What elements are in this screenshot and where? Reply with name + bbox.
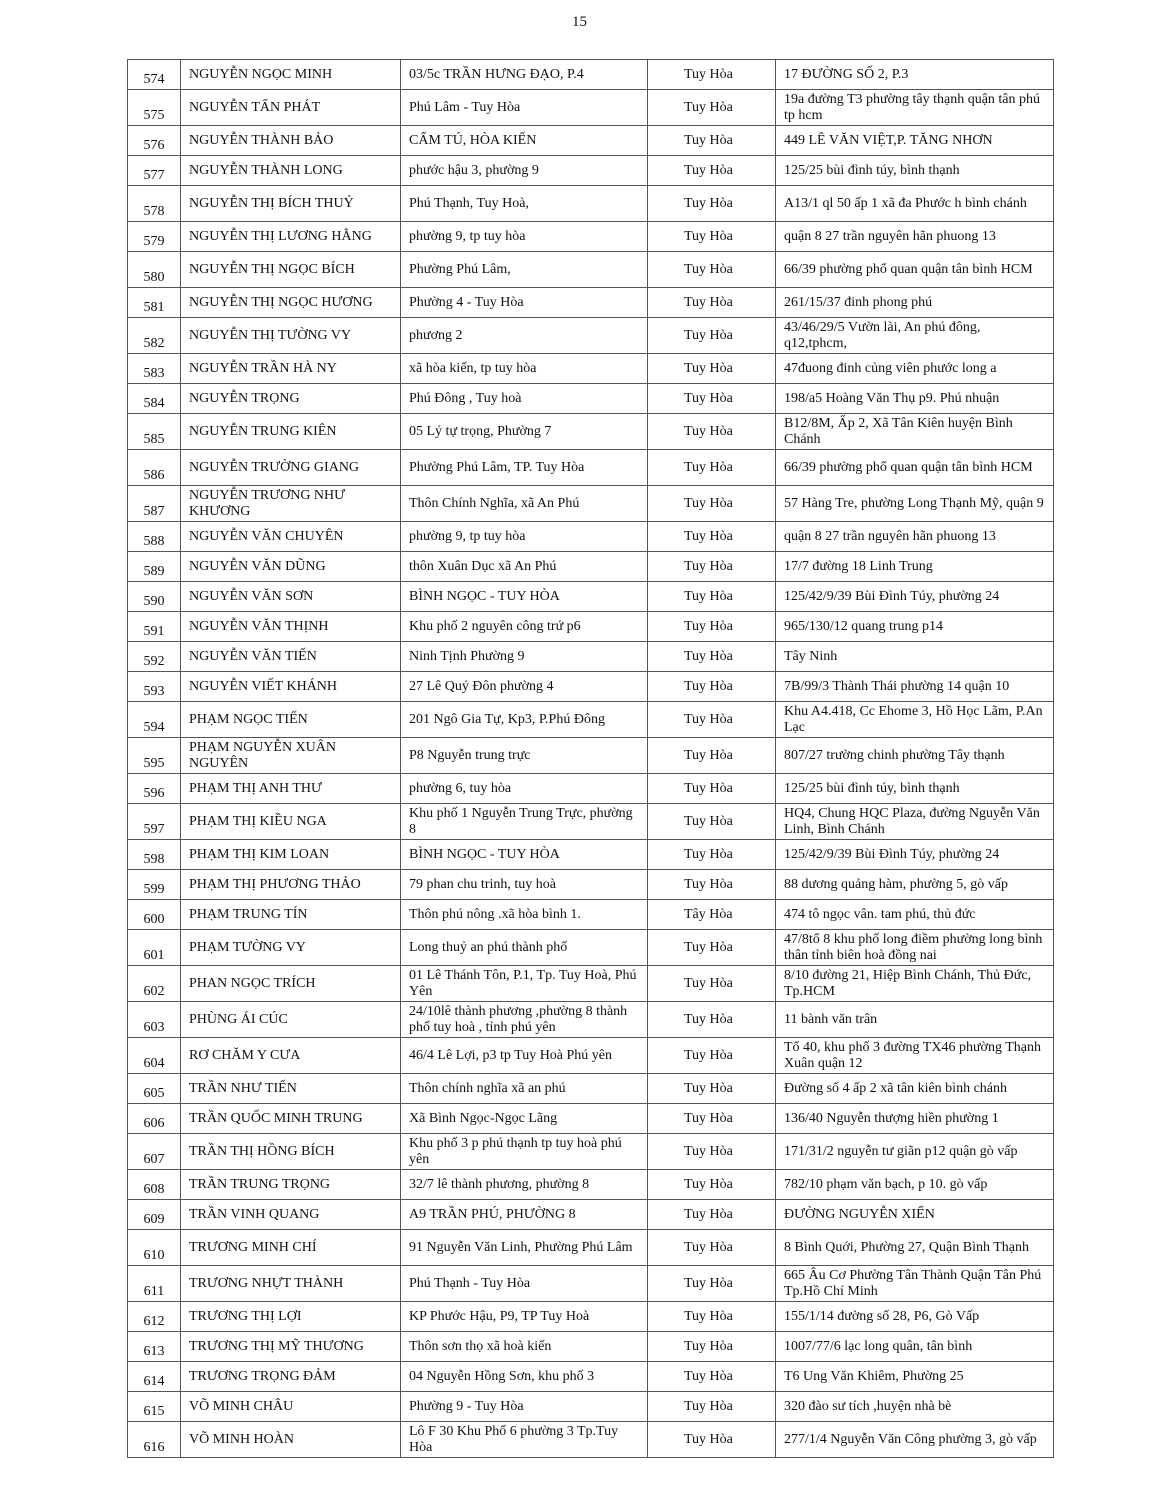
home-address-cell: 32/7 lê thành phương, phường 8 [401,1170,648,1200]
home-address-cell: Thôn sơn thọ xã hoà kiến [401,1332,648,1362]
table-row [128,582,1054,612]
current-address-cell: 474 tô ngọc vân. tam phú, thủ đức [776,900,1054,930]
home-address-cell: Phú Thạnh - Tuy Hòa [401,1266,648,1302]
table-row [128,642,1054,672]
city-cell: Tuy Hòa [648,288,776,318]
home-address-cell: Khu phố 1 Nguyễn Trung Trực, phường 8 [401,804,648,840]
row-number-cell: 601 [128,930,181,966]
home-address-cell: Phú Đông , Tuy hoà [401,384,648,414]
home-address-cell: KP Phước Hậu, P9, TP Tuy Hoà [401,1302,648,1332]
current-address-cell: 66/39 phường phổ quan quận tân bình HCM [776,252,1054,288]
table-row [128,672,1054,702]
current-address-cell: T6 Ung Văn Khiêm, Phường 25 [776,1362,1054,1392]
table-row [128,1134,1054,1170]
full-name-cell: PHAN NGỌC TRÍCH [181,966,401,1002]
current-address-cell: 47/8tổ 8 khu phố long điềm phường long bình thân tỉnh biên hoà đồng nai [776,930,1054,966]
table-row [128,90,1054,126]
full-name-cell: NGUYỄN VĂN THỊNH [181,612,401,642]
full-name-cell: NGUYỄN VIẾT KHÁNH [181,672,401,702]
table-row [128,1392,1054,1422]
home-address-cell: phường 9, tp tuy hòa [401,522,648,552]
home-address-cell: Ninh Tịnh Phường 9 [401,642,648,672]
table-row [128,1332,1054,1362]
current-address-cell: 449 LÊ VĂN VIỆT,P. TĂNG NHƠN [776,126,1054,156]
table-row [128,552,1054,582]
row-number-cell: 582 [128,318,181,354]
home-address-cell: BÌNH NGỌC - TUY HÒA [401,840,648,870]
row-number-cell: 593 [128,672,181,702]
current-address-cell: Tây Ninh [776,642,1054,672]
city-cell: Tuy Hòa [648,966,776,1002]
current-address-cell: 43/46/29/5 Vườn lài, An phú đông, q12,tphcm, [776,318,1054,354]
current-address-cell: 261/15/37 đinh phong phú [776,288,1054,318]
row-number-cell: 612 [128,1302,181,1332]
home-address-cell: Thôn Chính Nghĩa, xã An Phú [401,486,648,522]
home-address-cell: Phú Lâm - Tuy Hòa [401,90,648,126]
home-address-cell: CẨM TÚ, HÒA KIẾN [401,126,648,156]
current-address-cell: 125/25 bùi đình túy, bình thạnh [776,156,1054,186]
current-address-cell: Khu A4.418, Cc Ehome 3, Hồ Học Lãm, P.An Lạc [776,702,1054,738]
full-name-cell: PHẠM THỊ ANH THƯ [181,774,401,804]
table-row [128,60,1054,90]
row-number-cell: 592 [128,642,181,672]
row-number-cell: 579 [128,222,181,252]
table-row [128,774,1054,804]
row-number-cell: 575 [128,90,181,126]
table-row [128,870,1054,900]
current-address-cell: Tổ 40, khu phố 3 đường TX46 phường Thạnh Xuân quận 12 [776,1038,1054,1074]
city-cell: Tuy Hòa [648,1038,776,1074]
city-cell: Tuy Hòa [648,1200,776,1230]
home-address-cell: xã hòa kiến, tp tuy hòa [401,354,648,384]
home-address-cell: phường 9, tp tuy hòa [401,222,648,252]
city-cell: Tuy Hòa [648,870,776,900]
full-name-cell: NGUYỄN THỊ NGỌC BÍCH [181,252,401,288]
table-row [128,156,1054,186]
table-row [128,486,1054,522]
current-address-cell: 125/42/9/39 Bùi Đình Túy, phường 24 [776,582,1054,612]
table-row [128,1104,1054,1134]
current-address-cell: 8 Bình Quới, Phường 27, Quận Bình Thạnh [776,1230,1054,1266]
current-address-cell: 7B/99/3 Thành Thái phường 14 quận 10 [776,672,1054,702]
full-name-cell: PHẠM TƯỜNG VY [181,930,401,966]
row-number-cell: 576 [128,126,181,156]
table-row [128,1200,1054,1230]
city-cell: Tuy Hòa [648,1302,776,1332]
full-name-cell: VÕ MINH HOÀN [181,1422,401,1458]
home-address-cell: 27 Lê Quý Đôn phường 4 [401,672,648,702]
home-address-cell: P8 Nguyễn trung trực [401,738,648,774]
full-name-cell: PHẠM THỊ KIM LOAN [181,840,401,870]
home-address-cell: Thôn phú nông .xã hòa bình 1. [401,900,648,930]
current-address-cell: 320 đào sư tích ,huyện nhà bè [776,1392,1054,1422]
table-row [128,1038,1054,1074]
full-name-cell: TRƯƠNG THỊ MỸ THƯƠNG [181,1332,401,1362]
city-cell: Tuy Hòa [648,384,776,414]
table-row [128,1266,1054,1302]
row-number-cell: 594 [128,702,181,738]
home-address-cell: 91 Nguyễn Văn Linh, Phường Phú Lâm [401,1230,648,1266]
full-name-cell: NGUYỄN THỊ TƯỜNG VY [181,318,401,354]
current-address-cell: 19a đường T3 phường tây thạnh quận tân phú tp hcm [776,90,1054,126]
current-address-cell: 17 ĐƯỜNG SỐ 2, P.3 [776,60,1054,90]
table-row [128,318,1054,354]
current-address-cell: quận 8 27 trần nguyên hãn phuong 13 [776,522,1054,552]
row-number-cell: 611 [128,1266,181,1302]
full-name-cell: NGUYỄN TẤN PHÁT [181,90,401,126]
full-name-cell: NGUYỄN TRƯỜNG GIANG [181,450,401,486]
full-name-cell: PHÙNG ÁI CÚC [181,1002,401,1038]
row-number-cell: 574 [128,60,181,90]
row-number-cell: 591 [128,612,181,642]
full-name-cell: PHẠM NGỌC TIẾN [181,702,401,738]
row-number-cell: 596 [128,774,181,804]
row-number-cell: 585 [128,414,181,450]
row-number-cell: 583 [128,354,181,384]
home-address-cell: Long thuỷ an phú thành phố [401,930,648,966]
city-cell: Tuy Hòa [648,486,776,522]
current-address-cell: ĐƯỜNG NGUYỄN XIỂN [776,1200,1054,1230]
full-name-cell: TRẦN TRUNG TRỌNG [181,1170,401,1200]
current-address-cell: HQ4, Chung HQC Plaza, đường Nguyễn Văn Linh, Bình Chánh [776,804,1054,840]
city-cell: Tuy Hòa [648,1422,776,1458]
full-name-cell: PHẠM THỊ KIỀU NGA [181,804,401,840]
current-address-cell: 136/40 Nguyễn thượng hiền phường 1 [776,1104,1054,1134]
row-number-cell: 586 [128,450,181,486]
city-cell: Tuy Hòa [648,1332,776,1362]
full-name-cell: NGUYỄN TRỌNG [181,384,401,414]
full-name-cell: PHẠM NGUYỄN XUÂN NGUYÊN [181,738,401,774]
full-name-cell: VÕ MINH CHÂU [181,1392,401,1422]
city-cell: Tuy Hòa [648,60,776,90]
row-number-cell: 608 [128,1170,181,1200]
row-number-cell: 606 [128,1104,181,1134]
table-row [128,384,1054,414]
city-cell: Tuy Hòa [648,126,776,156]
current-address-cell: 155/1/14 đường số 28, P6, Gò Vấp [776,1302,1054,1332]
full-name-cell: NGUYỄN THỊ NGỌC HƯƠNG [181,288,401,318]
current-address-cell: Đường số 4 ấp 2 xã tân kiên bình chánh [776,1074,1054,1104]
city-cell: Tuy Hòa [648,90,776,126]
full-name-cell: NGUYỄN TRẦN HÀ NY [181,354,401,384]
home-address-cell: 04 Nguyễn Hồng Sơn, khu phố 3 [401,1362,648,1392]
city-cell: Tây Hòa [648,900,776,930]
home-address-cell: 201 Ngô Gia Tự, Kp3, P.Phú Đông [401,702,648,738]
full-name-cell: NGUYỄN THÀNH BẢO [181,126,401,156]
full-name-cell: NGUYỄN THỊ BÍCH THUỶ [181,186,401,222]
city-cell: Tuy Hòa [648,1170,776,1200]
current-address-cell: 125/25 bùi đình túy, bình thạnh [776,774,1054,804]
row-number-cell: 603 [128,1002,181,1038]
full-name-cell: TRƯƠNG NHỰT THÀNH [181,1266,401,1302]
home-address-cell: 01 Lê Thánh Tôn, P.1, Tp. Tuy Hoà, Phú Yên [401,966,648,1002]
table-row [128,450,1054,486]
current-address-cell: 88 dương quảng hàm, phường 5, gò vấp [776,870,1054,900]
current-address-cell: 965/130/12 quang trung p14 [776,612,1054,642]
home-address-cell: Phường Phú Lâm, TP. Tuy Hòa [401,450,648,486]
city-cell: Tuy Hòa [648,930,776,966]
row-number-cell: 602 [128,966,181,1002]
row-number-cell: 599 [128,870,181,900]
city-cell: Tuy Hòa [648,450,776,486]
current-address-cell: 11 bành văn trân [776,1002,1054,1038]
city-cell: Tuy Hòa [648,1230,776,1266]
full-name-cell: NGUYỄN THỊ LƯƠNG HẰNG [181,222,401,252]
current-address-cell: 57 Hàng Tre, phường Long Thạnh Mỹ, quận 9 [776,486,1054,522]
table-row [128,966,1054,1002]
table-row [128,702,1054,738]
current-address-cell: 8/10 đường 21, Hiệp Bình Chánh, Thủ Đức, Tp.HCM [776,966,1054,1002]
current-address-cell: quận 8 27 trần nguyên hãn phuong 13 [776,222,1054,252]
table-body [128,60,1054,1458]
table-row [128,126,1054,156]
table-row [128,1422,1054,1458]
row-number-cell: 607 [128,1134,181,1170]
full-name-cell: TRƯƠNG MINH CHÍ [181,1230,401,1266]
full-name-cell: TRẦN NHƯ TIẾN [181,1074,401,1104]
full-name-cell: TRƯƠNG TRỌNG ĐẢM [181,1362,401,1392]
current-address-cell: 782/10 phạm văn bạch, p 10. gò vấp [776,1170,1054,1200]
table-row [128,186,1054,222]
current-address-cell: 171/31/2 nguyễn tư giãn p12 quận gò vấp [776,1134,1054,1170]
home-address-cell: Khu phố 2 nguyên công trứ p6 [401,612,648,642]
table-row [128,1230,1054,1266]
home-address-cell: 24/10lê thành phương ,phường 8 thành phố tuy hoà , tỉnh phú yên [401,1002,648,1038]
current-address-cell: 1007/77/6 lạc long quân, tân bình [776,1332,1054,1362]
current-address-cell: 47đuong đinh củng viên phước long a [776,354,1054,384]
city-cell: Tuy Hòa [648,186,776,222]
current-address-cell: 198/a5 Hoàng Văn Thụ p9. Phú nhuận [776,384,1054,414]
home-address-cell: A9 TRẦN PHÚ, PHƯỜNG 8 [401,1200,648,1230]
row-number-cell: 588 [128,522,181,552]
home-address-cell: phước hậu 3, phường 9 [401,156,648,186]
home-address-cell: Lô F 30 Khu Phố 6 phường 3 Tp.Tuy Hòa [401,1422,648,1458]
city-cell: Tuy Hòa [648,1104,776,1134]
city-cell: Tuy Hòa [648,840,776,870]
table-row [128,738,1054,774]
home-address-cell: Khu phố 3 p phú thạnh tp tuy hoà phú yên [401,1134,648,1170]
full-name-cell: NGUYỄN VĂN CHUYÊN [181,522,401,552]
current-address-cell: 807/27 trường chinh phường Tây thạnh [776,738,1054,774]
table-row [128,930,1054,966]
home-address-cell: Thôn chính nghĩa xã an phú [401,1074,648,1104]
city-cell: Tuy Hòa [648,1266,776,1302]
current-address-cell: 125/42/9/39 Bùi Đình Túy, phường 24 [776,840,1054,870]
full-name-cell: NGUYỄN VĂN TIẾN [181,642,401,672]
city-cell: Tuy Hòa [648,804,776,840]
row-number-cell: 590 [128,582,181,612]
table-row [128,1170,1054,1200]
full-name-cell: TRẦN VINH QUANG [181,1200,401,1230]
row-number-cell: 600 [128,900,181,930]
home-address-cell: 46/4 Lê Lợi, p3 tp Tuy Hoà Phú yên [401,1038,648,1074]
current-address-cell: 17/7 đường 18 Linh Trung [776,552,1054,582]
home-address-cell: BÌNH NGỌC - TUY HÒA [401,582,648,612]
table-row [128,1074,1054,1104]
city-cell: Tuy Hòa [648,672,776,702]
row-number-cell: 598 [128,840,181,870]
table-row [128,804,1054,840]
row-number-cell: 587 [128,486,181,522]
home-address-cell: Phường 4 - Tuy Hòa [401,288,648,318]
city-cell: Tuy Hòa [648,774,776,804]
city-cell: Tuy Hòa [648,522,776,552]
table-row [128,1002,1054,1038]
row-number-cell: 609 [128,1200,181,1230]
row-number-cell: 616 [128,1422,181,1458]
table-row [128,1362,1054,1392]
full-name-cell: NGUYỄN TRƯƠNG NHƯ KHƯƠNG [181,486,401,522]
full-name-cell: RƠ CHĂM Y CƯA [181,1038,401,1074]
table-row [128,252,1054,288]
full-name-cell: NGUYỄN NGỌC MINH [181,60,401,90]
city-cell: Tuy Hòa [648,738,776,774]
registration-table [127,59,1054,1458]
city-cell: Tuy Hòa [648,222,776,252]
city-cell: Tuy Hòa [648,1362,776,1392]
table-row [128,354,1054,384]
table-row [128,414,1054,450]
full-name-cell: TRẦN THỊ HỒNG BÍCH [181,1134,401,1170]
home-address-cell: thôn Xuân Dục xã An Phú [401,552,648,582]
row-number-cell: 577 [128,156,181,186]
row-number-cell: 595 [128,738,181,774]
row-number-cell: 614 [128,1362,181,1392]
full-name-cell: NGUYỄN THÀNH LONG [181,156,401,186]
city-cell: Tuy Hòa [648,1002,776,1038]
current-address-cell: 665 Âu Cơ Phường Tân Thành Quận Tân Phú Tp.Hồ Chí Minh [776,1266,1054,1302]
row-number-cell: 580 [128,252,181,288]
row-number-cell: 610 [128,1230,181,1266]
table-row [128,840,1054,870]
city-cell: Tuy Hòa [648,354,776,384]
city-cell: Tuy Hòa [648,318,776,354]
current-address-cell: 66/39 phường phổ quan quận tân bình HCM [776,450,1054,486]
full-name-cell: NGUYỄN VĂN DŨNG [181,552,401,582]
row-number-cell: 584 [128,384,181,414]
full-name-cell: PHẠM THỊ PHƯƠNG THẢO [181,870,401,900]
row-number-cell: 604 [128,1038,181,1074]
home-address-cell: Phường Phú Lâm, [401,252,648,288]
city-cell: Tuy Hòa [648,582,776,612]
row-number-cell: 613 [128,1332,181,1362]
city-cell: Tuy Hòa [648,642,776,672]
table-row [128,222,1054,252]
home-address-cell: Phú Thạnh, Tuy Hoà, [401,186,648,222]
full-name-cell: TRƯƠNG THỊ LỢI [181,1302,401,1332]
row-number-cell: 615 [128,1392,181,1422]
home-address-cell: 03/5c TRẦN HƯNG ĐẠO, P.4 [401,60,648,90]
city-cell: Tuy Hòa [648,156,776,186]
city-cell: Tuy Hòa [648,252,776,288]
city-cell: Tuy Hòa [648,414,776,450]
current-address-cell: B12/8M, Ấp 2, Xã Tân Kiên huyện Bình Chánh [776,414,1054,450]
home-address-cell: 79 phan chu trinh, tuy hoà [401,870,648,900]
page-number: 15 [572,14,587,30]
city-cell: Tuy Hòa [648,612,776,642]
city-cell: Tuy Hòa [648,1074,776,1104]
table-row [128,288,1054,318]
home-address-cell: 05 Lý tự trọng, Phường 7 [401,414,648,450]
full-name-cell: NGUYỄN TRUNG KIÊN [181,414,401,450]
home-address-cell: Phường 9 - Tuy Hòa [401,1392,648,1422]
row-number-cell: 605 [128,1074,181,1104]
table-row [128,900,1054,930]
table-row [128,612,1054,642]
full-name-cell: TRẦN QUỐC MINH TRUNG [181,1104,401,1134]
city-cell: Tuy Hòa [648,1134,776,1170]
city-cell: Tuy Hòa [648,552,776,582]
table-row [128,522,1054,552]
row-number-cell: 581 [128,288,181,318]
home-address-cell: Xã Bình Ngọc-Ngọc Lãng [401,1104,648,1134]
city-cell: Tuy Hòa [648,1392,776,1422]
current-address-cell: A13/1 ql 50 ấp 1 xã đa Phước h bình chánh [776,186,1054,222]
full-name-cell: NGUYỄN VĂN SƠN [181,582,401,612]
row-number-cell: 597 [128,804,181,840]
current-address-cell: 277/1/4 Nguyễn Văn Công phường 3, gò vấp [776,1422,1054,1458]
table-row [128,1302,1054,1332]
full-name-cell: PHẠM TRUNG TÍN [181,900,401,930]
home-address-cell: phương 2 [401,318,648,354]
home-address-cell: phường 6, tuy hòa [401,774,648,804]
row-number-cell: 578 [128,186,181,222]
city-cell: Tuy Hòa [648,702,776,738]
row-number-cell: 589 [128,552,181,582]
